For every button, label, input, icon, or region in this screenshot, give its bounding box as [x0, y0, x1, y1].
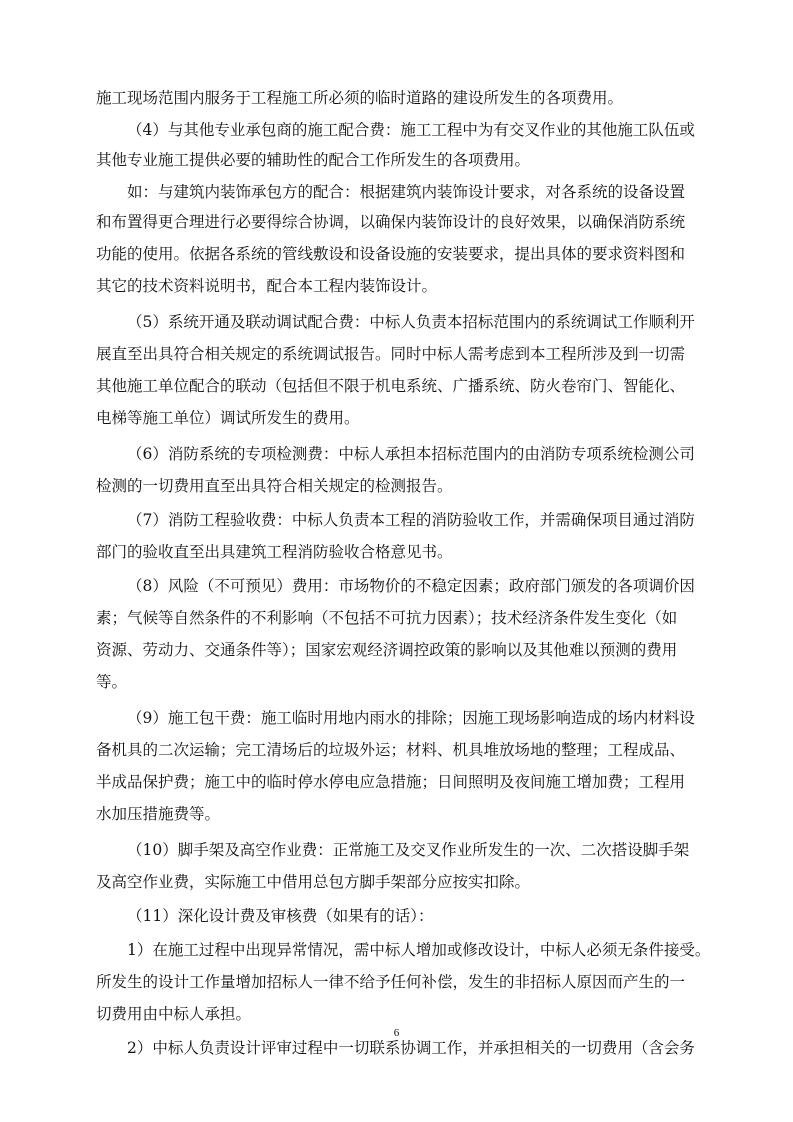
text-line: 施工现场范围内服务于工程施工所必须的临时道路的建设所发生的各项费用。: [96, 89, 624, 107]
text-line: 如：与建筑内装饰承包方的配合：根据建筑内装饰设计要求，对各系统的设备设置: [127, 183, 686, 201]
text-line: 展直至出具符合相关规定的系统调试报告。同时中标人需考虑到本工程所涉及到一切需: [96, 345, 686, 363]
text-line: 功能的使用。依据各系统的管线敷设和设备设施的安装要求，提出具体的要求资料图和: [96, 245, 686, 263]
text-line: 2）中标人负责设计评审过程中一切联系协调工作，并承担相关的一切费用（含会务: [127, 1039, 695, 1057]
text-line: 检测的一切费用直至出具符合相关规定的检测报告。: [96, 477, 453, 495]
text-line: （5）系统开通及联动调试配合费：中标人负责本招标范围内的系统调试工作顺利开: [127, 313, 695, 331]
text-line: 部门的验收直至出具建筑工程消防验收合格意见书。: [96, 543, 453, 561]
text-line: 及高空作业费，实际施工中借用总包方脚手架部分应按实扣除。: [96, 873, 531, 891]
text-line: 其他专业施工提供必要的辅助性的配合工作所发生的各项费用。: [96, 151, 531, 169]
page-number: 6: [393, 1027, 400, 1039]
text-line: 备机具的二次运输；完工清场后的垃圾外运；材料、机具堆放场地的整理；工程成品、: [96, 741, 686, 759]
text-line: 和布置得更合理进行必要得综合协调，以确保内装饰设计的良好效果，以确保消防系统: [96, 213, 686, 231]
text-line: 水加压措施费等。: [96, 805, 221, 823]
text-line: 1）在施工过程中出现异常情况，需中标人增加或修改设计，中标人必须无条件接受。: [127, 941, 711, 959]
text-line: （6）消防系统的专项检测费：中标人承担本招标范围内的由消防专项系统检测公司: [127, 445, 695, 463]
text-line: 所发生的设计工作量增加招标人一律不给予任何补偿，发生的非招标人原因而产生的一: [96, 973, 686, 991]
text-line: 等。: [96, 673, 128, 691]
text-line: 资源、劳动力、交通条件等）；国家宏观经济调控政策的影响以及其他难以预测的费用: [96, 641, 678, 659]
text-line: 其他施工单位配合的联动（包括但不限于机电系统、广播系统、防火卷帘门、智能化、: [96, 377, 686, 395]
text-line: （8）风险（不可预见）费用：市场物价的不稳定因素；政府部门颁发的各项调价因: [127, 577, 695, 595]
text-line: 半成品保护费；施工中的临时停水停电应急措施；日间照明及夜间施工增加费；工程用: [96, 773, 686, 791]
text-line: 其它的技术资料说明书，配合本工程内装饰设计。: [96, 277, 438, 295]
text-line: （10）脚手架及高空作业费：正常施工及交叉作业所发生的一次、二次搭设脚手架: [127, 841, 690, 859]
text-line: （4）与其他专业承包商的施工配合费：施工工程中为有交叉作业的其他施工队伍或: [127, 121, 695, 139]
text-line: 切费用由中标人承担。: [96, 1005, 252, 1023]
text-line: 素；气候等自然条件的不利影响（不包括不可抗力因素）；技术经济条件发生变化（如: [96, 609, 678, 627]
text-line: 电梯等施工单位）调试所发生的费用。: [96, 409, 360, 427]
text-line: （11）深化设计费及审核费（如果有的话）：: [127, 907, 434, 925]
text-line: （9）施工包干费：施工临时用地内雨水的排除；因施工现场影响造成的场内材料设: [127, 709, 695, 727]
text-line: （7）消防工程验收费：中标人负责本工程的消防验收工作，并需确保项目通过消防: [127, 511, 695, 529]
